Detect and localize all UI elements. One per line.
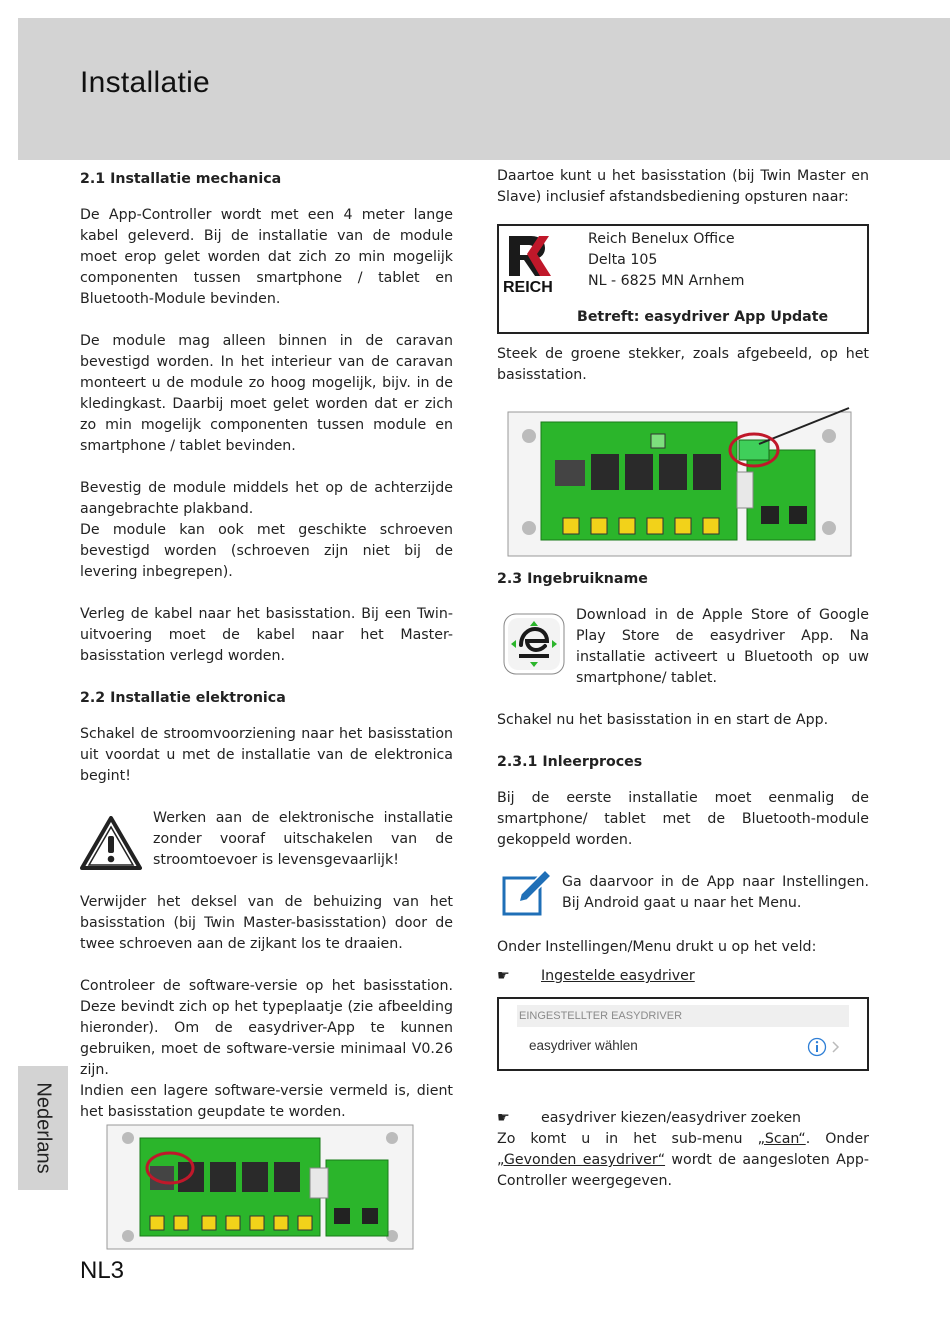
paragraph: De module kan ook met geschikte schroeven bevestigd worden (schroeven zijn niet bij de levering inbegrepen).	[80, 522, 453, 580]
paragraph: Ga daarvoor in de App naar Instellingen. Bij Android gaat u naar het Menu.	[562, 874, 869, 911]
paragraph: Schakel nu het basisstation in en start de App.	[497, 712, 829, 728]
settings-row-label: easydriver wählen	[529, 1038, 638, 1053]
paragraph: Bij de eerste installatie moet eenmalig de smartphone/ tablet met de Bluetooth-module gekoppeld worden.	[497, 790, 869, 848]
text-run: . Onder	[805, 1131, 869, 1147]
language-label: Nederlans	[32, 1082, 55, 1174]
settings-row[interactable]	[517, 1029, 849, 1065]
section-heading-elektronica: 2.2 Installatie elektronica	[80, 690, 286, 706]
base-station-green-plug-image	[507, 406, 852, 558]
easydriver-app-icon	[503, 613, 565, 675]
paragraph: Controleer de software-versie op het basisstation. Deze bevindt zich op het typeplaatje (zie afbeelding hieronder). Om de easydriver-App te kunnen gebruiken, moet de software-versie minimaal V0.26 zijn.	[80, 978, 453, 1078]
edit-pencil-icon	[501, 868, 553, 916]
paragraph: Bevestig de module middels het op de achterzijde aangebrachte plakband.	[80, 480, 453, 517]
address-subject: Betreft: easydriver App Update	[577, 309, 829, 325]
paragraph: Onder Instellingen/Menu drukt u op het veld:	[497, 939, 817, 955]
left-column	[80, 166, 453, 1123]
app-download-block	[497, 605, 869, 689]
bullet-text: easydriver kiezen/easydriver zoeken	[541, 1110, 802, 1126]
bullet-item	[497, 1108, 869, 1129]
paragraph: De module mag alleen binnen in de caravan bevestigd worden. In het interieur van de caravan monteert u de module zo hoog mogelijk, bijv. in de kledingkast. Daarbij moet gelet worden dat er zich zo min mogelijk componenten tussen module en smartphone / tablet bevinden.	[80, 333, 453, 454]
svg-text:REICH: REICH	[503, 279, 553, 296]
pointing-hand-icon: ☛	[497, 968, 510, 984]
paragraph: Steek de groene stekker, zoals afgebeeld, op het basisstation.	[497, 346, 869, 383]
address-box	[497, 224, 869, 334]
section-heading-ingebruikname: 2.3 Ingebruikname	[497, 571, 648, 587]
board-image-slot	[497, 386, 869, 561]
pointing-hand-icon: ☛	[497, 1110, 510, 1126]
address-line: NL - 6825 MN Arnhem	[588, 273, 745, 289]
paragraph: Schakel de stroomvoorziening naar het basisstation uit voordat u met de installatie van de elektronica begint!	[80, 726, 453, 784]
bullet-text: Ingestelde easydriver	[541, 968, 695, 984]
warning-text: Werken aan de elektronische installatie zonder vooraf uitschakelen van de stroomtoevoer is levensgevaarlijk!	[153, 810, 453, 868]
address-line: Delta 105	[588, 252, 658, 268]
language-side-tab	[18, 1066, 68, 1190]
paragraph: Daartoe kunt u het basisstation (bij Twin Master en Slave) inclusief afstandsbediening opsturen naar:	[497, 168, 869, 205]
paragraph: Verwijder het deksel van de behuizing van het basisstation (bij Twin Master-basisstation) door de twee schroeven aan de zijkant los te draaien.	[80, 894, 453, 952]
reich-logo-icon	[503, 232, 567, 296]
bullet-item	[497, 966, 869, 987]
settings-hint-block	[497, 872, 869, 916]
paragraph: De App-Controller wordt met een 4 meter lange kabel geleverd. Bij de installatie van de module moet erop gelet worden dat zich zo min mogelijk componenten tussen smartphone / tablet en Bluetooth-Module bevinden.	[80, 207, 453, 307]
section-heading-mechanica: 2.1 Installatie mechanica	[80, 171, 282, 187]
page-number: NL3	[80, 1257, 125, 1284]
text-run: wordt de aangesloten App-Controller weergegeven.	[497, 1152, 869, 1189]
address-line: Reich Benelux Office	[588, 231, 735, 247]
app-settings-screenshot	[497, 997, 869, 1071]
right-column	[497, 166, 869, 1192]
info-icon[interactable]	[807, 1037, 843, 1057]
settings-section-header: EINGESTELLTER EASYDRIVER	[517, 1005, 849, 1027]
page-header	[18, 18, 950, 160]
warning-triangle-icon	[80, 816, 142, 870]
base-station-board-image	[106, 1124, 414, 1250]
paragraph-scan	[497, 1129, 869, 1192]
paragraph: Download in de Apple Store of Google Play Store de easydriver App. Na installatie activeert u Bluetooth op uw smartphone/ tablet.	[576, 607, 869, 686]
scan-link: „Scan“	[757, 1131, 806, 1147]
paragraph: Indien een lagere software-versie vermeld is, dient het basisstation geupdate te worden.	[80, 1083, 453, 1120]
gevonden-link: „Gevonden easydriver“	[497, 1152, 666, 1168]
address-lines	[588, 229, 744, 292]
paragraph: Verleg de kabel naar het basisstation. Bij een Twin-uitvoering moet de kabel naar het Master-basisstation verlegd worden.	[80, 606, 453, 664]
page-title: Installatie	[80, 66, 211, 99]
text-run: Zo komt u in het sub-menu	[497, 1131, 758, 1147]
section-heading-inleerproces: 2.3.1 Inleerproces	[497, 754, 643, 770]
warning-block	[80, 808, 453, 871]
